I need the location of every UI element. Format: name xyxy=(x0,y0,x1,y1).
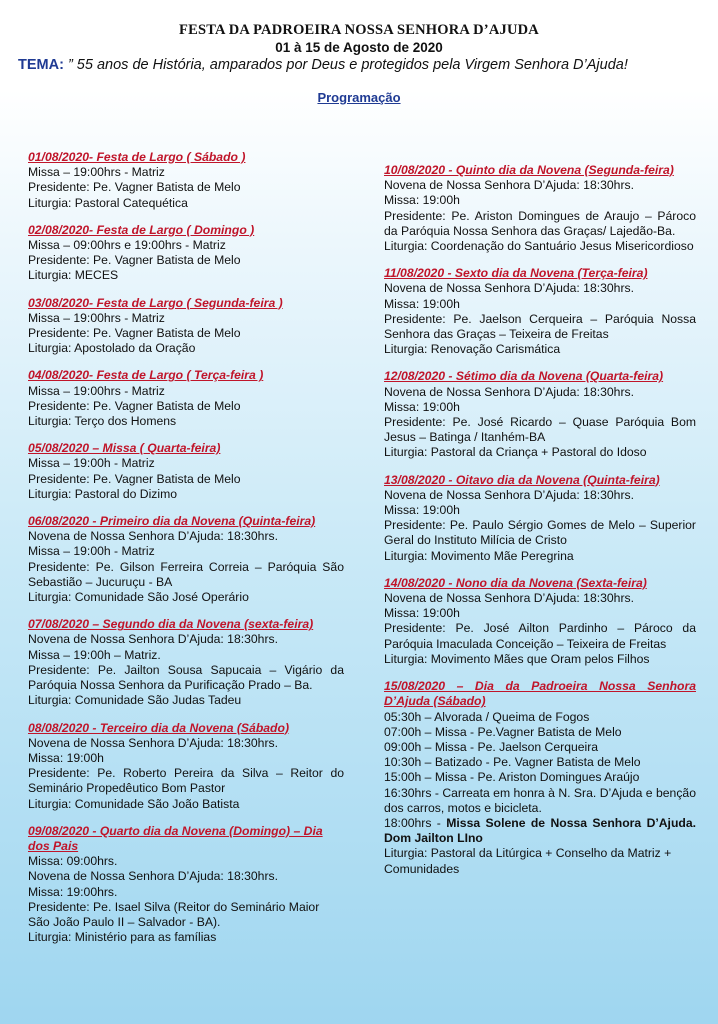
event-line: Liturgia: Movimento Mãe Peregrina xyxy=(384,548,574,563)
event-line: Presidente: Pe. Roberto Pereira da Silva – Reitor do Seminário Propedêutico Bom Pastor xyxy=(28,766,344,796)
event-line: Presidente: Pe. Vagner Batista de Melo xyxy=(28,398,241,413)
theme-label: TEMA: xyxy=(18,57,64,73)
festival-theme xyxy=(18,57,708,73)
event-line: Presidente: Pe. Ariston Domingues de Araujo – Pároco da Paróquia Nossa Senhora das Graças/ Lajedão-Ba. xyxy=(384,208,696,238)
event-heading: 08/08/2020 - Terceiro dia da Novena (Sábado) xyxy=(28,720,290,735)
event-line: Liturgia: Pastoral da Litúrgica + Conselho da Matriz + Comunidades xyxy=(384,846,672,876)
event-0508 xyxy=(28,441,344,502)
theme-text: ” 55 anos de História, amparados por Deus e protegidos pela Virgem Senhora D’Ajuda! xyxy=(67,57,628,73)
event-line: Presidente: Pe. Vagner Batista de Melo xyxy=(28,471,241,486)
event-line: Liturgia: Comunidade São Judas Tadeu xyxy=(28,693,242,708)
event-line: Novena de Nossa Senhora D’Ajuda: 18:30hrs. xyxy=(384,178,634,193)
event-line: 16:30hrs - Carreata em honra à N. Sra. D’Ajuda e benção dos carros, motos e bicicleta. xyxy=(384,785,696,815)
programacao-heading: Programação xyxy=(317,90,401,105)
event-heading: 05/08/2020 – Missa ( Quarta-feira) xyxy=(28,441,221,456)
event-heading: 11/08/2020 - Sexto dia da Novena (Terça-feira) xyxy=(384,266,648,281)
event-line: Presidente: Pe. José Ailton Pardinho – Pároco da Paróquia Imaculada Conceição – Teixeira de Freitas xyxy=(384,621,696,651)
event-line: Presidente: Pe. José Ricardo – Quase Paróquia Bom Jesus – Batinga / Itanhém-BA xyxy=(384,415,696,445)
festival-title: FESTA DA PADROEIRA NOSSA SENHORA D’AJUDA xyxy=(179,22,539,38)
event-line: 09:00h – Missa - Pe. Jaelson Cerqueira xyxy=(384,739,599,754)
solemn-mass-line xyxy=(384,816,696,846)
festival-dates: 01 à 15 de Agosto de 2020 xyxy=(275,40,443,55)
event-line: 15:00h – Missa - Pe. Ariston Domingues Araújo xyxy=(384,770,640,785)
event-line: Liturgia: Terço dos Homens xyxy=(28,414,177,429)
event-line: Missa – 19:00hrs - Matriz xyxy=(28,383,165,398)
event-line: Novena de Nossa Senhora D’Ajuda: 18:30hrs. xyxy=(384,487,634,502)
event-0708 xyxy=(28,617,344,708)
event-line: Missa – 19:00h – Matriz. xyxy=(28,647,161,662)
event-line: Liturgia: Movimento Mães que Oram pelos Filhos xyxy=(384,651,650,666)
event-line: Missa: 09:00hrs. xyxy=(28,854,118,869)
event-line: Liturgia: Coordenação do Santuário Jesus Misericordioso xyxy=(384,239,694,254)
schedule-left-column xyxy=(28,150,344,957)
event-1508 xyxy=(384,679,696,877)
event-line: Presidente: Pe. Jaelson Cerqueira – Paróquia Nossa Senhora das Graças – Teixeira de Freitas xyxy=(384,311,696,342)
event-line: Novena de Nossa Senhora D’Ajuda: 18:30hrs. xyxy=(384,591,634,606)
event-heading: 13/08/2020 - Oitavo dia da Novena (Quinta-feira) xyxy=(384,472,660,487)
event-line: Missa: 19:00h xyxy=(28,750,104,765)
event-line: Novena de Nossa Senhora D’Ajuda: 18:30hrs. xyxy=(384,281,634,296)
event-line: Liturgia: Comunidade São José Operário xyxy=(28,590,249,605)
event-0808 xyxy=(28,721,344,812)
event-1408 xyxy=(384,576,696,667)
event-line: Missa: 19:00h xyxy=(384,503,460,518)
event-heading: 06/08/2020 - Primeiro dia da Novena (Quinta-feira) xyxy=(28,514,316,529)
event-line: Liturgia: Ministério para as famílias xyxy=(28,930,217,945)
event-line: Missa: 19:00h xyxy=(384,193,460,208)
event-line: Missa – 19:00h - Matriz xyxy=(28,544,155,559)
event-heading: 10/08/2020 - Quinto dia da Novena (Segunda-feira) xyxy=(384,163,674,177)
event-heading: 09/08/2020 - Quarto dia da Novena (Domingo) – Dia dos Pais xyxy=(28,823,323,853)
schedule-right-column xyxy=(384,163,696,889)
event-line: Missa – 19:00hrs - Matriz xyxy=(28,165,165,180)
event-line: Missa – 19:00h - Matriz xyxy=(28,456,155,471)
event-1008 xyxy=(384,163,696,254)
solemn-mass-time: 18:00hrs - xyxy=(384,815,441,830)
event-line: Liturgia: Comunidade São João Batista xyxy=(28,796,240,811)
event-heading: 07/08/2020 – Segundo dia da Novena (sexta-feira) xyxy=(28,617,314,632)
event-line: Presidente: Pe. Gilson Ferreira Correia – Paróquia São Sebastião – Jucuruçu - BA xyxy=(28,559,344,589)
event-line: Missa: 19:00h xyxy=(384,606,460,621)
event-line: Liturgia: Apostolado da Oração xyxy=(28,341,196,356)
event-line: Missa – 19:00hrs - Matriz xyxy=(28,310,165,325)
event-line: Novena de Nossa Senhora D’Ajuda: 18:30hrs. xyxy=(28,869,278,884)
event-line: Novena de Nossa Senhora D’Ajuda: 18:30hrs. xyxy=(28,632,278,647)
event-line: 07:00h – Missa - Pe.Vagner Batista de Melo xyxy=(384,724,622,739)
event-heading: 15/08/2020 – Dia da Padroeira Nossa Senhora D’Ajuda (Sábado) xyxy=(384,679,696,709)
event-0908 xyxy=(28,824,344,946)
event-heading: 02/08/2020- Festa de Largo ( Domingo ) xyxy=(28,222,255,237)
event-heading: 03/08/2020- Festa de Largo ( Segunda-feira ) xyxy=(28,295,283,310)
event-line: Liturgia: Pastoral Catequética xyxy=(28,195,188,210)
event-line: Liturgia: Pastoral da Criança + Pastoral do Idoso xyxy=(384,445,647,460)
event-line: Liturgia: MECES xyxy=(28,268,119,283)
event-line: Presidente: Pe. Vagner Batista de Melo xyxy=(28,326,241,341)
event-0308 xyxy=(28,296,344,357)
event-line: 10:30h – Batizado - Pe. Vagner Batista de Melo xyxy=(384,755,641,770)
event-line: Missa: 19:00h xyxy=(384,399,460,414)
event-line: Presidente: Pe. Jailton Sousa Sapucaia – Vigário da Paróquia Nossa Senhora da Purificação Prado – Ba. xyxy=(28,662,344,693)
event-heading: 12/08/2020 - Sétimo dia da Novena (Quarta-feira) xyxy=(384,369,664,384)
event-line: Novena de Nossa Senhora D’Ajuda: 18:30hrs. xyxy=(28,735,278,750)
event-line: Missa – 09:00hrs e 19:00hrs - Matriz xyxy=(28,238,226,253)
event-line: Novena de Nossa Senhora D’Ajuda: 18:30hrs. xyxy=(28,529,278,544)
event-0608 xyxy=(28,514,344,605)
solemn-mass-text: Missa Solene de Nossa Senhora D’Ajuda. Dom Jailton LIno xyxy=(384,815,697,846)
event-line: Presidente: Pe. Isael Silva (Reitor do Seminário Maior São João Paulo II – Salvador - BA). xyxy=(28,899,320,929)
event-line: Missa: 19:00h xyxy=(384,296,460,311)
event-heading: 04/08/2020- Festa de Largo ( Terça-feira ) xyxy=(28,368,264,383)
event-1108 xyxy=(384,266,696,357)
event-0108 xyxy=(28,150,344,211)
event-line: 05:30h – Alvorada / Queima de Fogos xyxy=(384,709,590,724)
event-line: Presidente: Pe. Paulo Sérgio Gomes de Melo – Superior Geral do Instituto Milícia de Cristo xyxy=(384,518,696,548)
event-heading: 14/08/2020 - Nono dia da Novena (Sexta-feira) xyxy=(384,575,647,590)
event-line: Liturgia: Renovação Carismática xyxy=(384,342,561,357)
event-heading: 01/08/2020- Festa de Largo ( Sábado ) xyxy=(28,150,246,164)
event-line: Presidente: Pe. Vagner Batista de Melo xyxy=(28,180,241,195)
event-line: Novena de Nossa Senhora D’Ajuda: 18:30hrs. xyxy=(384,384,634,399)
event-1308 xyxy=(384,473,696,564)
event-1208 xyxy=(384,369,696,460)
event-line: Liturgia: Pastoral do Dizimo xyxy=(28,486,178,501)
event-0208 xyxy=(28,223,344,284)
event-0408 xyxy=(28,368,344,429)
event-line: Missa: 19:00hrs. xyxy=(28,884,118,899)
event-line: Presidente: Pe. Vagner Batista de Melo xyxy=(28,253,241,268)
